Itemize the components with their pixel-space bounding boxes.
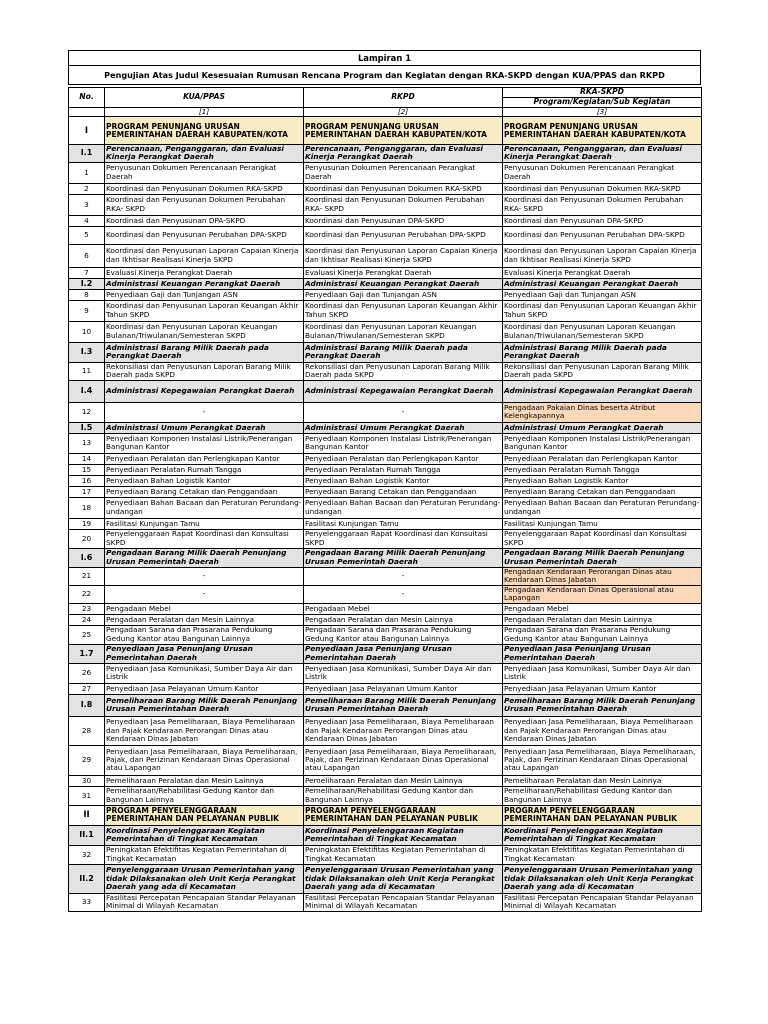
row-number: 29 [69,745,105,775]
activity-row [69,745,702,775]
kua-ppas-cell: Penyediaan Jasa Pelayanan Umum Kantor [105,683,304,694]
activity-row [69,486,702,497]
rka-skpd-cell: Penyediaan Jasa Komunikasi, Sumber Daya Air dan Listrik [503,663,702,683]
rka-skpd-cell: Penyediaan Jasa Pelayanan Umum Kantor [503,683,702,694]
row-number: I.4 [69,380,105,402]
subprogram-row [69,864,702,893]
rka-skpd-cell: PROGRAM PENUNJANG URUSAN PEMERINTAHAN DAERAH KABUPATEN/KOTA [503,117,702,145]
row-number: 23 [69,603,105,614]
row-number: I.3 [69,342,105,362]
rkpd-cell: Penyediaan Peralatan Rumah Tangga [304,464,503,475]
column-number-2: [2] [304,108,503,117]
document-title: Pengujian Atas Judul Kesesuaian Rumusan Rencana Program dan Kegiatan dengan RKA-SKPD dengan KUA/PPAS dan RKPD [69,65,700,85]
rka-skpd-cell: Administrasi Keuangan Perangkat Daerah [503,278,702,289]
column-number-3: [3] [503,108,702,117]
kua-ppas-cell: Penyelenggaraan Urusan Pemerintahan yang tidak Dilaksanakan oleh Unit Kerja Perangkat Daerah yang ada di Kecamatan [105,864,304,893]
kua-ppas-cell: Koordinasi dan Penyusunan Laporan Keuangan Akhir Tahun SKPD [105,300,304,321]
kua-ppas-cell: Penyediaan Gaji dan Tunjangan ASN [105,289,304,300]
row-number: II.1 [69,825,105,845]
rka-skpd-cell: Pengadaan Peralatan dan Mesin Lainnya [503,614,702,625]
row-number: 7 [69,267,105,278]
rka-skpd-cell: Penyediaan Barang Cetakan dan Penggandaan [503,486,702,497]
activity-row [69,585,702,603]
rkpd-cell: PROGRAM PENYELENGGARAAN PEMERINTAHAN DAN PELAYANAN PUBLIK [304,805,503,825]
activity-row [69,267,702,278]
activity-row [69,226,702,244]
row-number: 12 [69,402,105,422]
kua-ppas-cell: Pemeliharaan/Rehabilitasi Gedung Kantor dan Bangunan Lainnya [105,786,304,805]
kua-ppas-cell: Rekonsiliasi dan Penyusunan Laporan Barang Milik Daerah pada SKPD [105,362,304,380]
kua-ppas-cell: Administrasi Kepegawaian Perangkat Daerah [105,380,304,402]
header-kua-ppas: KUA/PPAS [105,88,304,108]
rka-skpd-cell: Koordinasi dan Penyusunan Perubahan DPA-SKPD [503,226,702,244]
subprogram-row [69,694,702,716]
activity-row [69,453,702,464]
subprogram-row [69,644,702,663]
row-number: 14 [69,453,105,464]
rkpd-cell: Rekonsiliasi dan Penyusunan Laporan Barang Milik Daerah pada SKPD [304,362,503,380]
rka-skpd-cell: Administrasi Umum Perangkat Daerah [503,422,702,433]
kua-ppas-cell: Administrasi Umum Perangkat Daerah [105,422,304,433]
row-number: 2 [69,183,105,194]
row-number: I.1 [69,145,105,162]
row-number: 3 [69,194,105,215]
rka-skpd-cell: Penyelenggaraan Urusan Pemerintahan yang tidak Dilaksanakan oleh Unit Kerja Perangkat Daerah yang ada di Kecamatan [503,864,702,893]
rka-skpd-cell: Penyediaan Jasa Penunjang Urusan Pemerintahan Daerah [503,644,702,663]
rkpd-cell: Perencanaan, Penganggaran, dan Evaluasi Kinerja Perangkat Daerah [304,145,503,162]
row-number: 18 [69,497,105,518]
activity-row [69,162,702,183]
header-no: No. [69,88,105,108]
table-header-row [69,88,702,98]
row-number: I.8 [69,694,105,716]
rkpd-cell: Koordinasi dan Penyusunan Laporan Keuangan Akhir Tahun SKPD [304,300,503,321]
header-rka-skpd: RKA-SKPD [503,88,702,98]
rkpd-cell: Penyediaan Jasa Pemeliharaan, Biaya Pemeliharaan, Pajak, dan Perizinan Kendaraan Dinas Operasional atau Lapangan [304,745,503,775]
row-number: 25 [69,625,105,644]
activity-row [69,244,702,267]
rka-skpd-cell: Penyediaan Jasa Pemeliharaan, Biaya Pemeliharaan dan Pajak Kendaraan Perorangan Dinas atau Kendaraan Dinas Jabatan [503,716,702,745]
rkpd-cell: Koordinasi dan Penyusunan Laporan Keuangan Bulanan/Triwulanan/Semesteran SKPD [304,321,503,342]
rkpd-cell: Pemeliharaan/Rehabilitasi Gedung Kantor dan Bangunan Lainnya [304,786,503,805]
activity-row [69,567,702,585]
rkpd-cell: Penyediaan Jasa Pelayanan Umum Kantor [304,683,503,694]
kua-ppas-cell: Pemeliharaan Peralatan dan Mesin Lainnya [105,775,304,786]
activity-row [69,402,702,422]
rkpd-cell: Fasilitasi Kunjungan Tamu [304,518,503,529]
kua-ppas-cell: PROGRAM PENUNJANG URUSAN PEMERINTAHAN DAERAH KABUPATEN/KOTA [105,117,304,145]
rka-skpd-cell: Koordinasi dan Penyusunan Dokumen Perubahan RKA- SKPD [503,194,702,215]
activity-row [69,194,702,215]
kua-ppas-cell: Penyediaan Jasa Komunikasi, Sumber Daya Air dan Listrik [105,663,304,683]
column-number-row [69,108,702,117]
kua-ppas-cell: - [105,585,304,603]
activity-row [69,614,702,625]
activity-row [69,603,702,614]
activity-row [69,475,702,486]
activity-row [69,893,702,911]
row-number: 26 [69,663,105,683]
column-number-blank [69,108,105,117]
rka-skpd-cell: Pengadaan Pakaian Dinas beserta Atribut Kelengkapannya [503,402,702,422]
row-number: 5 [69,226,105,244]
rkpd-cell: Peningkatan Efektifitas Kegiatan Pemerintahan di Tingkat Kecamatan [304,845,503,864]
activity-row [69,300,702,321]
kua-ppas-cell: Peningkatan Efektifitas Kegiatan Pemerintahan di Tingkat Kecamatan [105,845,304,864]
row-number: 13 [69,433,105,453]
kua-ppas-cell: Pemeliharaan Barang Milik Daerah Penunjang Urusan Pemerintahan Daerah [105,694,304,716]
activity-row [69,518,702,529]
row-number: 8 [69,289,105,300]
title-block [68,50,701,85]
rkpd-cell: Pemeliharaan Barang Milik Daerah Penunjang Urusan Pemerintahan Daerah [304,694,503,716]
rkpd-cell: Penyediaan Komponen Instalasi Listrik/Penerangan Bangunan Kantor [304,433,503,453]
subprogram-row [69,548,702,567]
rkpd-cell: Penyediaan Jasa Pemeliharaan, Biaya Pemeliharaan dan Pajak Kendaraan Perorangan Dinas atau Kendaraan Dinas Jabatan [304,716,503,745]
row-number: 15 [69,464,105,475]
row-number: 24 [69,614,105,625]
row-number: I.6 [69,548,105,567]
rka-skpd-cell: Administrasi Kepegawaian Perangkat Daerah [503,380,702,402]
rka-skpd-cell: Pengadaan Mebel [503,603,702,614]
activity-row [69,321,702,342]
activity-row [69,464,702,475]
row-number: 28 [69,716,105,745]
rka-skpd-cell: Fasilitasi Kunjungan Tamu [503,518,702,529]
rkpd-cell: - [304,585,503,603]
row-number: 11 [69,362,105,380]
row-number: 33 [69,893,105,911]
kua-ppas-cell: Penyediaan Jasa Penunjang Urusan Pemerintahan Daerah [105,644,304,663]
row-number: 4 [69,215,105,226]
kua-ppas-cell: Penyediaan Peralatan dan Perlengkapan Kantor [105,453,304,464]
subprogram-row [69,342,702,362]
program-row [69,805,702,825]
rkpd-cell: Koordinasi dan Penyusunan Perubahan DPA-SKPD [304,226,503,244]
rkpd-cell: Penyediaan Peralatan dan Perlengkapan Kantor [304,453,503,464]
activity-row [69,289,702,300]
rka-skpd-cell: Penyediaan Komponen Instalasi Listrik/Penerangan Bangunan Kantor [503,433,702,453]
kua-ppas-cell: Pengadaan Peralatan dan Mesin Lainnya [105,614,304,625]
row-number: I.5 [69,422,105,433]
rka-skpd-cell: Koordinasi Penyelenggaraan Kegiatan Pemerintahan di Tingkat Kecamatan [503,825,702,845]
rkpd-cell: Pengadaan Mebel [304,603,503,614]
subprogram-row [69,145,702,162]
rka-skpd-cell: Pemeliharaan Peralatan dan Mesin Lainnya [503,775,702,786]
rkpd-cell: Penyelenggaraan Urusan Pemerintahan yang tidak Dilaksanakan oleh Unit Kerja Perangkat Daerah yang ada di Kecamatan [304,864,503,893]
activity-row [69,716,702,745]
rka-skpd-cell: Pengadaan Kendaraan Perorangan Dinas atau Kendaraan Dinas Jabatan [503,567,702,585]
kua-ppas-cell: Koordinasi dan Penyusunan Dokumen RKA-SKPD [105,183,304,194]
row-number: 16 [69,475,105,486]
rkpd-cell: Penyediaan Jasa Penunjang Urusan Pemerintahan Daerah [304,644,503,663]
activity-row [69,183,702,194]
kua-ppas-cell: Penyelenggaraan Rapat Koordinasi dan Konsultasi SKPD [105,529,304,548]
rka-skpd-cell: Pengadaan Kendaraan Dinas Operasional atau Lapangan [503,585,702,603]
activity-row [69,215,702,226]
row-number: II [69,805,105,825]
rka-skpd-cell: Koordinasi dan Penyusunan Laporan Capaian Kinerja dan Ikhtisar Realisasi Kinerja SKPD [503,244,702,267]
activity-row [69,845,702,864]
rka-skpd-cell: PROGRAM PENYELENGGARAAN PEMERINTAHAN DAN PELAYANAN PUBLIK [503,805,702,825]
row-number: I.2 [69,278,105,289]
kua-ppas-cell: Koordinasi dan Penyusunan Dokumen Perubahan RKA- SKPD [105,194,304,215]
rka-skpd-cell: Pemeliharaan/Rehabilitasi Gedung Kantor dan Bangunan Lainnya [503,786,702,805]
row-number: 19 [69,518,105,529]
row-number: I [69,117,105,145]
kua-ppas-cell: Koordinasi Penyelenggaraan Kegiatan Pemerintahan di Tingkat Kecamatan [105,825,304,845]
rkpd-cell: - [304,567,503,585]
rkpd-cell: Penyediaan Bahan Bacaan dan Peraturan Perundang- undangan [304,497,503,518]
kua-ppas-cell: - [105,402,304,422]
rkpd-cell: Administrasi Umum Perangkat Daerah [304,422,503,433]
rka-skpd-cell: Perencanaan, Penganggaran, dan Evaluasi Kinerja Perangkat Daerah [503,145,702,162]
rka-skpd-cell: Koordinasi dan Penyusunan Laporan Keuangan Akhir Tahun SKPD [503,300,702,321]
kua-ppas-cell: Pengadaan Barang Milik Daerah Penunjang Urusan Pemerintah Daerah [105,548,304,567]
kua-ppas-cell: Koordinasi dan Penyusunan Perubahan DPA-SKPD [105,226,304,244]
rkpd-cell: Fasilitasi Percepatan Pencapaian Standar Pelayanan Minimal di Wilayah Kecamatan [304,893,503,911]
rkpd-cell: Penyelenggaraan Rapat Koordinasi dan Konsultasi SKPD [304,529,503,548]
activity-row [69,433,702,453]
rkpd-cell: Koordinasi dan Penyusunan Dokumen RKA-SKPD [304,183,503,194]
row-number: 21 [69,567,105,585]
rka-skpd-cell: Koordinasi dan Penyusunan DPA-SKPD [503,215,702,226]
activity-row [69,497,702,518]
activity-row [69,663,702,683]
rkpd-cell: Koordinasi dan Penyusunan Laporan Capaian Kinerja dan Ikhtisar Realisasi Kinerja SKPD [304,244,503,267]
kua-ppas-cell: Koordinasi dan Penyusunan DPA-SKPD [105,215,304,226]
rkpd-cell: Administrasi Barang Milik Daerah pada Perangkat Daerah [304,342,503,362]
rka-skpd-cell: Penyediaan Bahan Logistik Kantor [503,475,702,486]
kua-ppas-cell: Administrasi Keuangan Perangkat Daerah [105,278,304,289]
rkpd-cell: Koordinasi dan Penyusunan Dokumen Perubahan RKA- SKPD [304,194,503,215]
rka-skpd-cell: Administrasi Barang Milik Daerah pada Perangkat Daerah [503,342,702,362]
rkpd-cell: Koordinasi dan Penyusunan DPA-SKPD [304,215,503,226]
header-rka-subtitle: Program/Kegiatan/Sub Kegiatan [503,98,702,108]
row-number: 9 [69,300,105,321]
rkpd-cell: Penyediaan Barang Cetakan dan Penggandaan [304,486,503,497]
activity-row [69,786,702,805]
row-number: 20 [69,529,105,548]
document [68,50,701,912]
kua-ppas-cell: Penyediaan Bahan Logistik Kantor [105,475,304,486]
rka-skpd-cell: Pengadaan Sarana dan Prasarana Pendukung Gedung Kantor atau Bangunan Lainnya [503,625,702,644]
rka-skpd-cell: Pengadaan Barang Milik Daerah Penunjang Urusan Pemerintah Daerah [503,548,702,567]
rka-skpd-cell: Penyediaan Gaji dan Tunjangan ASN [503,289,702,300]
column-number-1: [1] [105,108,304,117]
rkpd-cell: - [304,402,503,422]
rka-skpd-cell: Penyediaan Peralatan dan Perlengkapan Kantor [503,453,702,464]
rka-skpd-cell: Koordinasi dan Penyusunan Laporan Keuangan Bulanan/Triwulanan/Semesteran SKPD [503,321,702,342]
kua-ppas-cell: Koordinasi dan Penyusunan Laporan Keuangan Bulanan/Triwulanan/Semesteran SKPD [105,321,304,342]
activity-row [69,683,702,694]
rka-skpd-cell: Koordinasi dan Penyusunan Dokumen RKA-SKPD [503,183,702,194]
kua-ppas-cell: Penyediaan Jasa Pemeliharaan, Biaya Pemeliharaan dan Pajak Kendaraan Perorangan Dinas atau Kendaraan Dinas Jabatan [105,716,304,745]
row-number: 30 [69,775,105,786]
kua-ppas-cell: Pengadaan Sarana dan Prasarana Pendukung Gedung Kantor atau Bangunan Lainnya [105,625,304,644]
program-row [69,117,702,145]
row-number: II.2 [69,864,105,893]
rkpd-cell: Pengadaan Sarana dan Prasarana Pendukung Gedung Kantor atau Bangunan Lainnya [304,625,503,644]
kua-ppas-cell: Koordinasi dan Penyusunan Laporan Capaian Kinerja dan Ikhtisar Realisasi Kinerja SKPD [105,244,304,267]
comparison-table [68,87,702,912]
rkpd-cell: PROGRAM PENUNJANG URUSAN PEMERINTAHAN DAERAH KABUPATEN/KOTA [304,117,503,145]
kua-ppas-cell: Penyediaan Bahan Bacaan dan Peraturan Perundang- undangan [105,497,304,518]
rka-skpd-cell: Rekonsiliasi dan Penyusunan Laporan Barang Milik Daerah pada SKPD [503,362,702,380]
row-number: 6 [69,244,105,267]
row-number: 22 [69,585,105,603]
activity-row [69,529,702,548]
subprogram-row [69,380,702,402]
row-number: 27 [69,683,105,694]
kua-ppas-cell: - [105,567,304,585]
row-number: 1.7 [69,644,105,663]
rka-skpd-cell: Penyediaan Bahan Bacaan dan Peraturan Perundang-undangan [503,497,702,518]
rkpd-cell: Evaluasi Kinerja Perangkat Daerah [304,267,503,278]
row-number: 10 [69,321,105,342]
rkpd-cell: Pemeliharaan Peralatan dan Mesin Lainnya [304,775,503,786]
row-number: 1 [69,162,105,183]
rka-skpd-cell: Pemeliharaan Barang Milik Daerah Penunjang Urusan Pemerintahan Daerah [503,694,702,716]
subprogram-row [69,278,702,289]
rka-skpd-cell: Penyediaan Peralatan Rumah Tangga [503,464,702,475]
rkpd-cell: Penyediaan Jasa Komunikasi, Sumber Daya Air dan Listrik [304,663,503,683]
rka-skpd-cell: Penyusunan Dokumen Perencanaan Perangkat Daerah [503,162,702,183]
kua-ppas-cell: Perencanaan, Penganggaran, dan Evaluasi Kinerja Perangkat Daerah [105,145,304,162]
rka-skpd-cell: Peningkatan Efektifitas Kegiatan Pemerintahan di Tingkat Kecamatan [503,845,702,864]
kua-ppas-cell: Penyediaan Jasa Pemeliharaan, Biaya Pemeliharaan, Pajak, dan Perizinan Kendaraan Dinas Operasional atau Lapangan [105,745,304,775]
rkpd-cell: Administrasi Kepegawaian Perangkat Daerah [304,380,503,402]
row-number: 31 [69,786,105,805]
kua-ppas-cell: Fasilitasi Kunjungan Tamu [105,518,304,529]
rkpd-cell: Penyediaan Gaji dan Tunjangan ASN [304,289,503,300]
kua-ppas-cell: Penyediaan Peralatan Rumah Tangga [105,464,304,475]
activity-row [69,362,702,380]
kua-ppas-cell: Penyusunan Dokumen Perencanaan Perangkat Daerah [105,162,304,183]
subprogram-row [69,422,702,433]
kua-ppas-cell: Pengadaan Mebel [105,603,304,614]
kua-ppas-cell: Fasilitasi Percepatan Pencapaian Standar Pelayanan Minimal di Wilayah Kecamatan [105,893,304,911]
row-number: 32 [69,845,105,864]
activity-row [69,625,702,644]
rka-skpd-cell: Evaluasi Kinerja Perangkat Daerah [503,267,702,278]
header-rkpd: RKPD [304,88,503,108]
table-body [69,117,702,911]
kua-ppas-cell: Penyediaan Barang Cetakan dan Penggandaan [105,486,304,497]
lampiran-label: Lampiran 1 [357,53,412,63]
kua-ppas-cell: Penyediaan Komponen Instalasi Listrik/Penerangan Bangunan Kantor [105,433,304,453]
rka-skpd-cell: Penyediaan Jasa Pemeliharaan, Biaya Pemeliharaan, Pajak, dan Perizinan Kendaraan Dinas Operasional atau Lapangan [503,745,702,775]
subprogram-row [69,825,702,845]
rkpd-cell: Penyediaan Bahan Logistik Kantor [304,475,503,486]
rka-skpd-cell: Fasilitasi Percepatan Pencapaian Standar Pelayanan Minimal di Wilayah Kecamatan [503,893,702,911]
kua-ppas-cell: Administrasi Barang Milik Daerah pada Perangkat Daerah [105,342,304,362]
kua-ppas-cell: Evaluasi Kinerja Perangkat Daerah [105,267,304,278]
row-number: 17 [69,486,105,497]
kua-ppas-cell: PROGRAM PENYELENGGARAAN PEMERINTAHAN DAN PELAYANAN PUBLIK [105,805,304,825]
rkpd-cell: Penyusunan Dokumen Perencanaan Perangkat Daerah [304,162,503,183]
rkpd-cell: Administrasi Keuangan Perangkat Daerah [304,278,503,289]
rkpd-cell: Koordinasi Penyelenggaraan Kegiatan Pemerintahan di Tingkat Kecamatan [304,825,503,845]
rkpd-cell: Pengadaan Peralatan dan Mesin Lainnya [304,614,503,625]
rka-skpd-cell: Penyelenggaraan Rapat Koordinasi dan Konsultasi SKPD [503,529,702,548]
rkpd-cell: Pengadaan Barang Milik Daerah Penunjang Urusan Pemerintah Daerah [304,548,503,567]
activity-row [69,775,702,786]
